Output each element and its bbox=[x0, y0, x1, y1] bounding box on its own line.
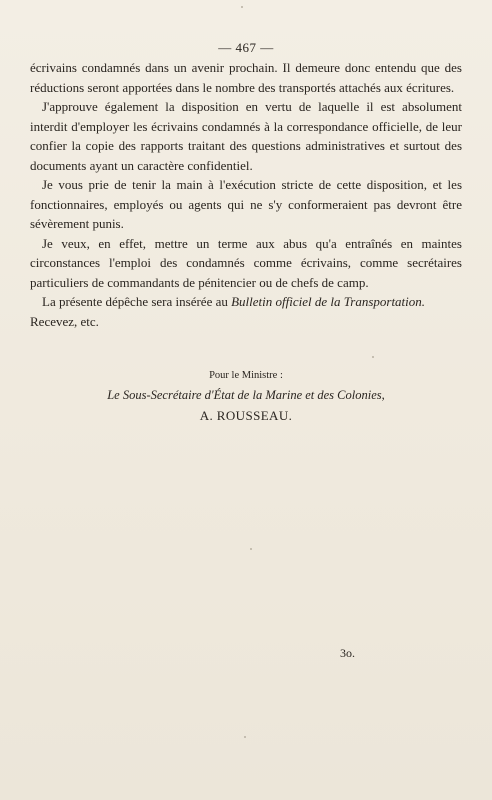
signature-name: A. ROUSSEAU. bbox=[199, 408, 293, 423]
letter-body bbox=[30, 58, 462, 331]
paragraph-publication bbox=[30, 292, 462, 312]
paragraph-continuation: écrivains condamnés dans un avenir prochain. Il demeure donc entendu que des réductions seront apportées dans le nombre des transportés attachés aux écritures. bbox=[30, 60, 462, 95]
page-number: — 467 — bbox=[218, 40, 274, 55]
publication-text: La présente dépêche sera insérée au bbox=[42, 294, 232, 309]
paper-speck bbox=[244, 736, 246, 738]
paper-speck bbox=[241, 6, 243, 8]
paragraph-abuses: Je veux, en effet, mettre un terme aux abus qu'a entraînés en maintes circonstances l'emploi des condamnés comme écrivains, comme secrétaires particuliers de commandants de pénitencier ou de chefs de camp. bbox=[30, 235, 462, 290]
signature-intro: Pour le Ministre : bbox=[209, 370, 283, 381]
paragraph-approval: J'approuve également la disposition en vertu de laquelle il est absolument interdit d'employer les écrivains condamnés à la correspondance officielle, de leur confier la copie des rapports traitant des questions administratives et surtout des documents ayant un caractère confidentiel. bbox=[30, 99, 462, 173]
closing-formula: Recevez, etc. bbox=[30, 313, 99, 329]
paragraph-execution: Je vous prie de tenir la main à l'exécution stricte de cette disposition, et les fonctionnaires, employés ou agents qui ne s'y conformeraient pas devront être sévèrement punis. bbox=[30, 177, 462, 231]
signature-mark: 3o. bbox=[340, 646, 355, 660]
bulletin-title: Bulletin officiel de la Transportation. bbox=[231, 294, 426, 309]
paper-speck bbox=[372, 356, 374, 358]
paper-speck bbox=[250, 548, 252, 550]
signature-title: Le Sous-Secrétaire d'État de la Marine et des Colonies, bbox=[107, 388, 385, 402]
